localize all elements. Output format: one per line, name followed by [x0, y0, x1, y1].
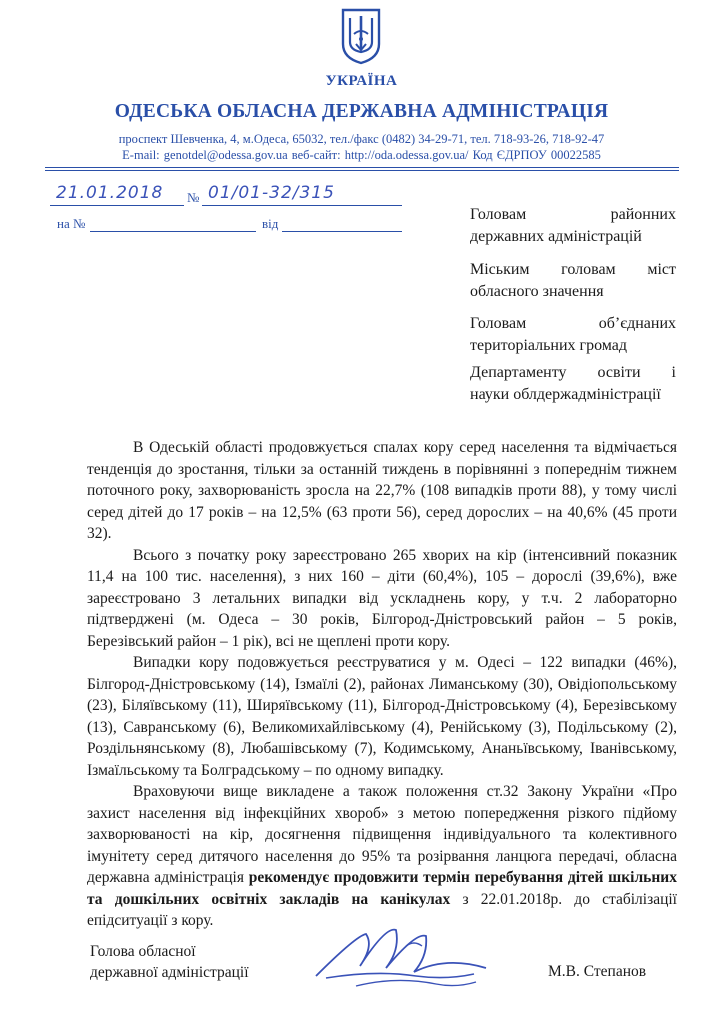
coat-of-arms-trident-icon — [339, 6, 383, 66]
from-underline — [282, 231, 402, 232]
signer-name: М.В. Степанов — [548, 963, 647, 980]
registration-date: 21.01.2018 — [56, 183, 164, 203]
organization-name: ОДЕСЬКА ОБЛАСНА ДЕРЖАВНА АДМІНІСТРАЦІЯ — [114, 101, 609, 122]
from-label: від — [262, 216, 279, 231]
email-link[interactable]: genotdel@odessa.gov.ua — [163, 148, 288, 162]
addressee-communities: Головам об’єднаних територіальних громад — [470, 315, 676, 354]
number-label: № — [187, 190, 200, 205]
addressee-district-administrations: Головам районних державних адміністрацій — [470, 206, 676, 245]
recommendation-bold: рекомендує продовжити термін перебування дітей шкільних та дошкільних освітніх закладів на канікулах — [87, 869, 677, 908]
website-label: веб-сайт: — [291, 148, 341, 162]
signer-title: Голова обласної державної адміністрації — [90, 943, 249, 981]
code-value: 00022585 — [550, 148, 601, 162]
date-underline — [50, 205, 184, 206]
paragraph-statistics: Всього з початку року зареєстровано 265 хворих на кір (інтенсивний показник 11,4 на 100 тис. населення), з них 160 – діти (60,4%), 105 – дорослі (39,6%), вже зареєстровано 3 летальних випадки від ускладнень кору, у т.ч. 2 лабораторно підтверджені (м. Одеса – 30 років, Білгород-Дністровський район – 5 років, Березівський район – 1 рік), всі не щеплені проти кору. — [87, 546, 677, 650]
paragraph-outbreak: В Одеській області продовжується спалах кору серед населення та відмічається тенденція до зростання, тільки за останній тиждень в порівнянні з попереднім тижнем поточного року, захворюваність зросла на 22,7% (108 випадків проти 88), у тому числі серед дітей до 17 років – на 12,5% (63 проти 56), серед дорослих – на 40,6% (45 проти 32). — [87, 439, 677, 542]
paragraph-districts: Випадки кору подовжується реєструватися у м. Одесі – 122 випадки (46%), Білгород-Дністровському (14), Ізмаїлі (2), районах Лиманському (30), Овідіопольському (23), Біляївському (11), Ширяївському (11), Білгород-Дністровському (4), Березівському (13), Савранському (6), Великомихайлівському (4), Ренійському (3), Подільському (2), Роздільнянському (8), Любашівському (7), Кодимському, Ананьївському, Іванівському, Ізмаїльському та Болградському – по одному випадку. — [87, 654, 677, 779]
number-underline — [202, 205, 402, 206]
header-divider-top — [45, 167, 679, 168]
code-label: Код ЄДРПОУ — [472, 148, 547, 162]
website-link[interactable]: http://oda.odessa.gov.ua/ — [344, 148, 469, 162]
country-heading: УКРАЇНА — [325, 73, 398, 89]
email-label: E-mail: — [122, 148, 160, 162]
handwritten-signature-icon — [296, 916, 496, 998]
addressee-city-mayors: Міським головам міст обласного значення — [470, 261, 676, 300]
reference-underline — [90, 231, 256, 232]
registration-number: 01/01-32/315 — [208, 183, 335, 203]
letter-body — [87, 437, 677, 932]
address-line: проспект Шевченка, 4, м.Одеса, 65032, тел./факс (0482) 34-29-71, тел. 718-93-26, 718-92-47 — [118, 132, 605, 146]
paragraph-recommendation: Враховуючи вище викладене а також положення ст.32 Закону України «Про захист населення від інфекційних хвороб» з метою попередження різкого підйому захворюваності на кір, досягнення підвищення індивідуального та колективного імунітету серед дитячого населення до 95% та розірвання ланцюга передачі, обласна державна адміністрація рекомендує продовжити термін перебування дітей шкільних та дошкільних освітніх закладів на канікулах з 22.01.2018р. до стабілізації епідситуації з кору. — [87, 783, 677, 929]
header-divider-bottom — [45, 170, 679, 171]
addressee-education-department: Департаменту освіти і науки облдержадміністрації — [470, 364, 676, 403]
reference-label: на № — [57, 216, 86, 231]
contact-line — [0, 148, 723, 163]
